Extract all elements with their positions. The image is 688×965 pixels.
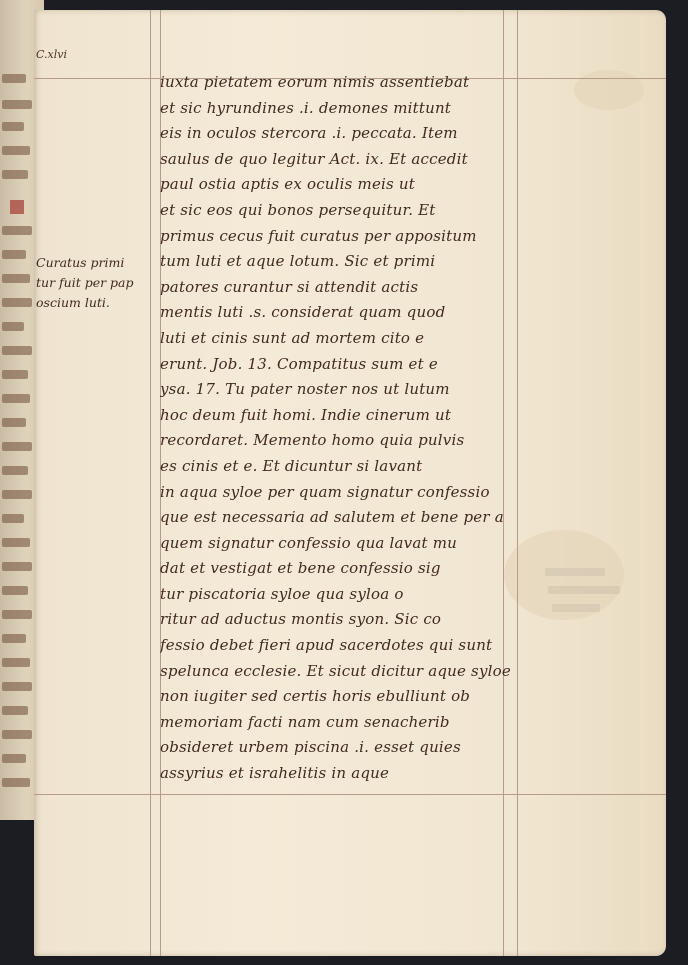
text-line: ysa. 17. Tu pater noster nos ut lutum	[160, 380, 450, 399]
main-text-column	[160, 70, 520, 787]
text-line: assyrius et israhelitis in aque	[160, 764, 390, 783]
text-line: in aqua syloe per quam signatur confessio	[160, 482, 490, 501]
text-line: tur piscatoria syloe qua syloa o	[160, 584, 404, 603]
text-line: quem signatur confessio qua lavat mu	[160, 533, 457, 552]
text-line: saulus de quo legitur Act. ix. Et accedit	[160, 149, 468, 168]
text-line: paul ostia aptis ex oculis meis ut	[160, 175, 415, 194]
text-line: ritur ad aductus montis syon. Sic co	[160, 610, 442, 629]
text-line: recordaret. Memento homo quia pulvis	[160, 431, 465, 450]
text-line: iuxta pietatem eorum nimis assentiebat	[160, 73, 470, 91]
text-line: luti et cinis sunt ad mortem cito e	[160, 328, 425, 347]
text-line: mentis luti .s. considerat quam quod	[160, 303, 446, 322]
text-line: et sic eos qui bonos persequitur. Et	[160, 200, 436, 219]
marginal-line: oscium luti.	[36, 295, 110, 310]
text-line: tum luti et aque lotum. Sic et primi	[160, 252, 436, 271]
text-line: dat et vestigat et bene confessio sig	[160, 559, 441, 578]
text-line: non iugiter sed certis horis ebulliunt ob	[160, 687, 471, 706]
text-line: patores curantur si attendit actis	[160, 277, 419, 296]
text-line: et sic hyrundines .i. demones mittunt	[160, 98, 452, 117]
text-line: obsideret urbem piscina .i. esset quies	[160, 738, 461, 757]
text-line: spelunca ecclesie. Et sicut dicitur aque syloe	[160, 661, 511, 680]
text-line: primus cecus fuit curatus per appositum	[160, 226, 477, 245]
text-line: fessio debet fieri apud sacerdotes qui sunt	[160, 636, 493, 655]
ruling-bottom	[34, 794, 666, 795]
marginal-line: Curatus primi	[36, 255, 125, 270]
text-line: eis in oculos stercora .i. peccata. Item	[160, 124, 458, 143]
text-line: memoriam facti nam cum senacherib	[160, 712, 450, 731]
show-through-text	[545, 568, 605, 576]
ruling-left-outer	[150, 10, 151, 956]
page-header: C.xlvi	[36, 48, 67, 61]
text-line: es cinis et e. Et dicuntur si lavant	[160, 456, 423, 475]
text-line: erunt. Job. 13. Compatitus sum et e	[160, 354, 438, 373]
marginal-line: tur fuit per pap	[36, 275, 134, 290]
text-line: hoc deum fuit homi. Indie cinerum ut	[160, 405, 452, 424]
marginal-note	[36, 253, 161, 313]
text-line: que est necessaria ad salutem et bene per a	[160, 508, 504, 527]
